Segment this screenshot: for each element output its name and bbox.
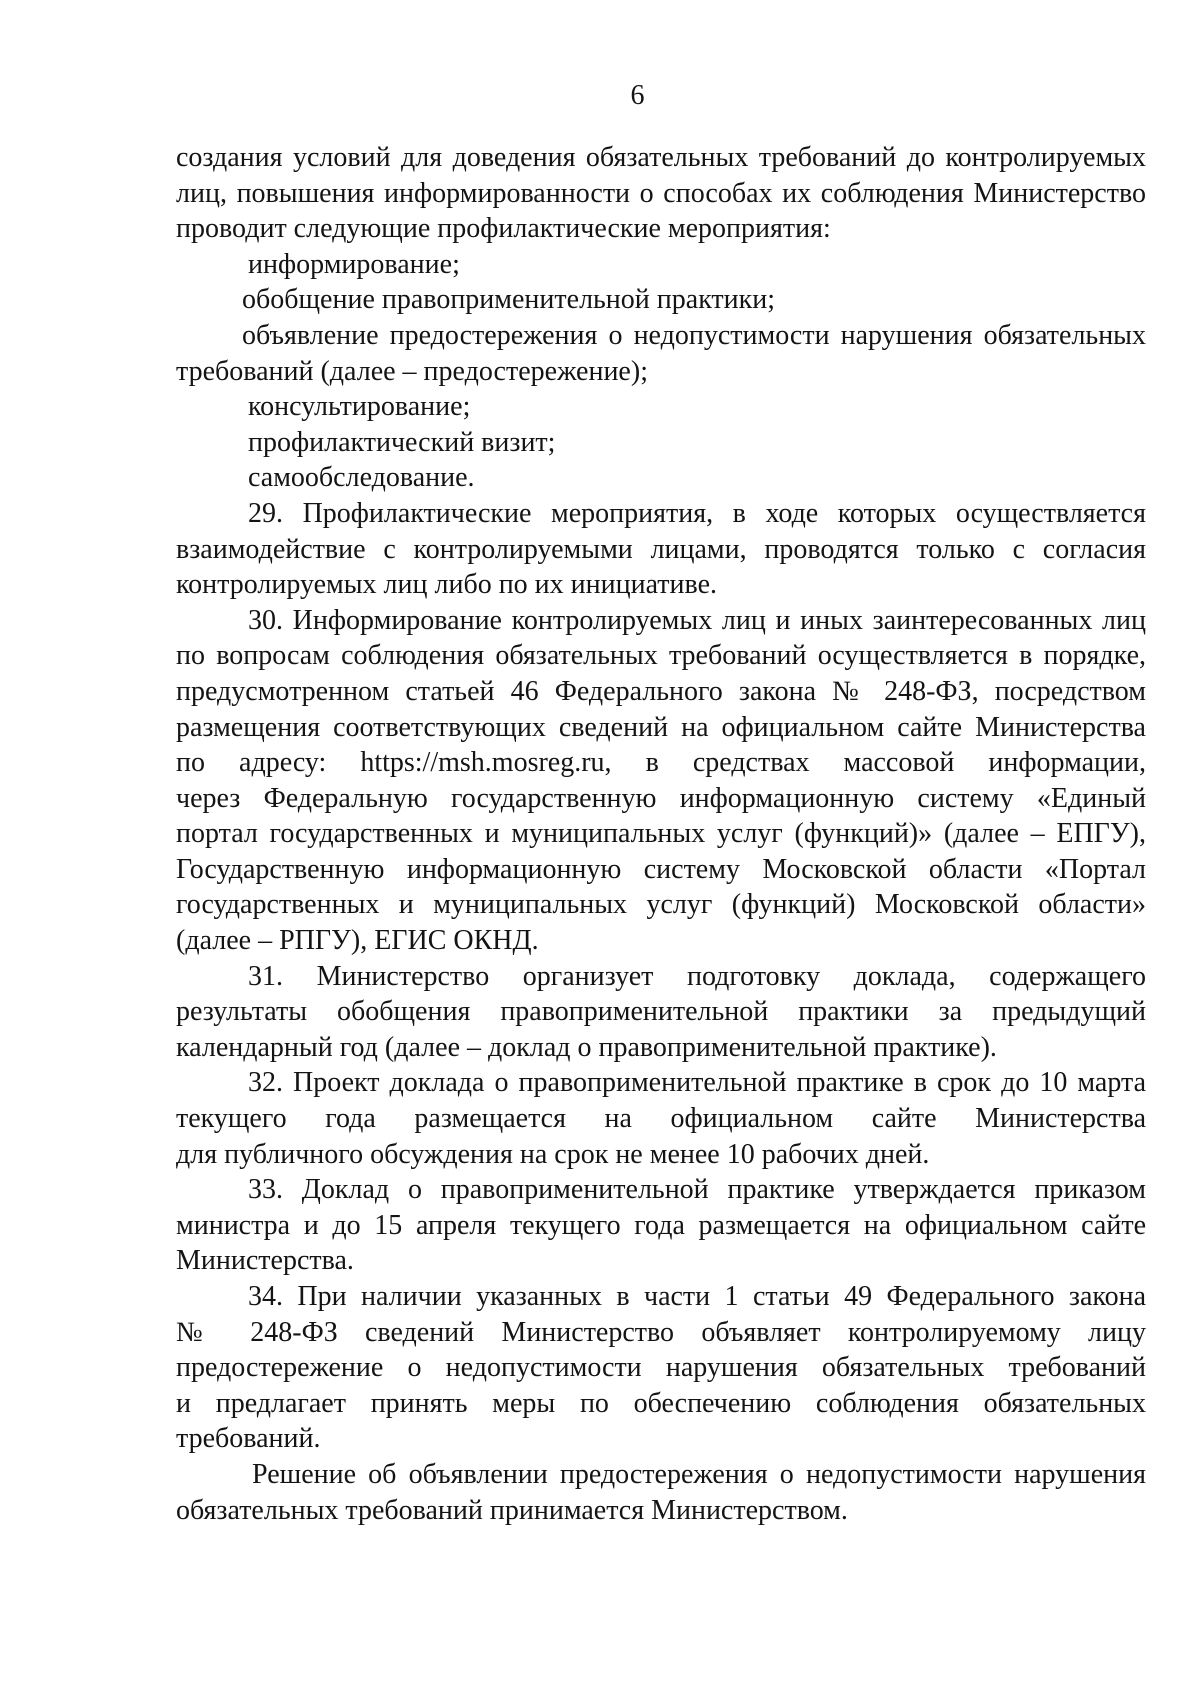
text-line: государственных и муниципальных услуг (функций) Московской области» [176,889,1146,921]
text-line: объявление предостережения о недопустимости нарушения обязательных [242,319,1146,351]
text-line: (далее – РПГУ), ЕГИС ОКНД. [176,925,539,957]
text-line: информирование; [248,248,460,280]
text-line: профилактический визит; [248,426,556,458]
text-line: результаты обобщения правоприменительной практики за предыдущий [176,996,1146,1028]
page-number: 6 [630,80,645,111]
text-line: проводит следующие профилактические мероприятия: [176,213,831,245]
text-line: № 248-ФЗ сведений Министерство объявляет контролируемому лицу [176,1316,1146,1348]
text-line: обобщение правоприменительной практики; [242,284,776,316]
text-line: обязательных требований принимается Министерством. [176,1494,848,1526]
text-line: по вопросам соблюдения обязательных требований осуществляется в порядке, [176,640,1146,672]
text-line: по адресу: https://msh.mosreg.ru, в средствах массовой информации, [176,747,1146,779]
text-line: требований. [176,1423,321,1455]
text-line: предостережение о недопустимости нарушения обязательных требований [176,1352,1146,1384]
text-line: 34. При наличии указанных в части 1 статьи 49 Федерального закона [248,1281,1146,1312]
text-line: Решение об объявлении предостережения о недопустимости нарушения [252,1458,1146,1490]
text-line: Министерства. [176,1245,354,1277]
text-line: портал государственных и муниципальных услуг (функций)» (далее – ЕПГУ), [176,818,1146,850]
text-line: лиц, повышения информированности о способах их соблюдения Министерство [176,177,1146,209]
text-line: календарный год (далее – доклад о правоприменительной практике). [176,1031,997,1063]
text-line: размещения соответствующих сведений на официальном сайте Министерства [176,711,1146,743]
text-line: министра и до 15 апреля текущего года размещается на официальном сайте [176,1209,1146,1241]
text-line: самообследование. [248,462,475,494]
text-line: Государственную информационную систему Московской области «Портал [176,853,1146,885]
text-line: через Федеральную государственную информационную систему «Единый [176,782,1146,814]
text-line: 31. Министерство организует подготовку доклада, содержащего [248,960,1146,992]
text-line: текущего года размещается на официальном сайте Министерства [176,1103,1146,1135]
text-line: требований (далее – предостережение); [176,355,648,387]
text-line: 29. Профилактические мероприятия, в ходе которых осуществляется [248,497,1146,529]
text-line: контролируемых лиц либо по их инициативе. [176,569,717,601]
document-body [176,140,1146,1528]
text-line: 30. Информирование контролируемых лиц и иных заинтересованных лиц [248,604,1146,636]
text-line: для публичного обсуждения на срок не менее 10 рабочих дней. [176,1138,930,1170]
text-line: создания условий для доведения обязательных требований до контролируемых [176,142,1146,173]
text-line: 32. Проект доклада о правоприменительной практике в срок до 10 марта [248,1067,1146,1099]
text-line: предусмотренном статьей 46 Федерального закона № 248-ФЗ, посредством [176,675,1146,707]
text-line: консультирование; [248,391,471,423]
text-line: 33. Доклад о правоприменительной практике утверждается приказом [248,1174,1146,1206]
text-line: взаимодействие с контролируемыми лицами, проводятся только с согласия [176,533,1146,565]
text-line: и предлагает принять меры по обеспечению соблюдения обязательных [176,1387,1146,1419]
